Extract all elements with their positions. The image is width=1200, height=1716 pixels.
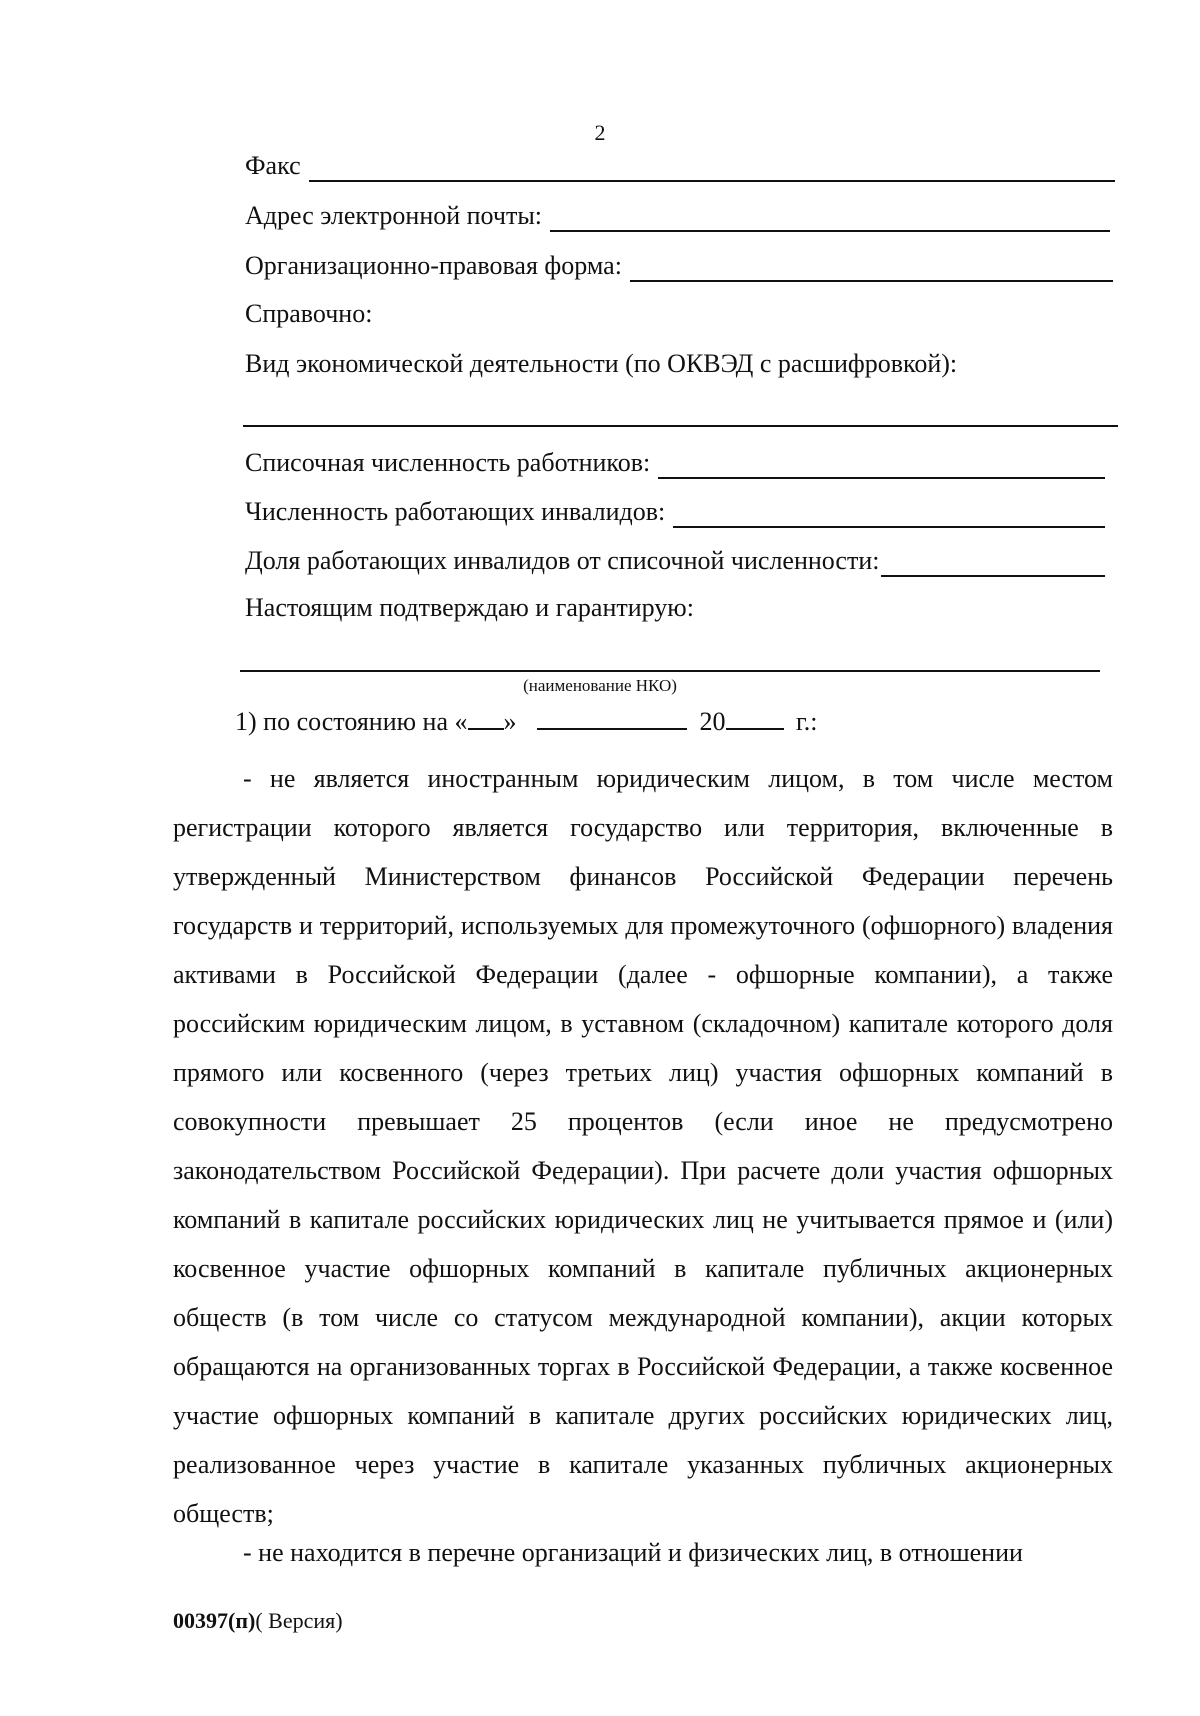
month-blank[interactable] [537,706,687,730]
date-prefix: 1) по состоянию на « [235,707,468,736]
disabled-count-field [245,494,1105,528]
date-line [235,706,817,738]
legal-form-label: Организационно-правовая форма: [245,251,622,280]
headcount-blank[interactable] [658,453,1105,479]
paragraph-offshore [173,754,1113,1538]
legal-form-field [245,248,1113,282]
year-prefix: 20 [699,707,726,736]
paragraph-list [173,1528,1113,1577]
page-number: 2 [594,120,606,145]
nko-caption: (наименование НКО) [523,676,677,695]
disabled-share-blank[interactable] [881,551,1105,577]
date-close-quote: » [503,707,517,736]
headcount-field [245,445,1105,479]
nko-name-blank[interactable] [240,670,1100,672]
document-code: 00397(п) [173,1608,256,1633]
paragraph-offshore-text: - не является иностранным юридическим лицом, в том числе местом регистрации которого является государство или территория, включенные в утвержденный Министерством финансов Российской Федерации перечень государств и территорий, используемых для промежуточного (офшорного) владения активами в Российской Федерации (далее - офшорные компании), а также российским юридическим лицом, в уставном (складочном) капитале которого доля прямого или косвенного (через третьих лиц) участия офшорных компаний в совокупности превышает 25 процентов (если иное не предусмотрено законодательством Российской Федерации). При расчете доли участия офшорных компаний в капитале российских юридических лиц не учитывается прямое и (или) косвенное участие офшорных компаний в капитале публичных акционерных обществ (в том числе со статусом международной компании), акции которых обращаются на организованных торгах в Российской Федерации, а также косвенное участие офшорных компаний в капитале других российских юридических лиц, реализованное через участие в капитале указанных публичных акционерных обществ; [173,764,1113,1528]
disabled-count-label: Численность работающих инвалидов: [245,497,666,526]
headcount-label: Списочная численность работников: [245,448,651,477]
okved-blank[interactable] [243,425,1118,427]
document-footer [173,1608,343,1634]
day-blank[interactable] [468,706,504,730]
disabled-share-field [245,543,1105,577]
reference-label: Справочно: [245,299,373,328]
legal-form-blank[interactable] [630,256,1113,282]
email-label: Адрес электронной почты: [245,201,543,230]
email-field [245,198,1110,232]
paragraph-list-text: - не находится в перечне организаций и физических лиц, в отношении [243,1538,1023,1567]
document-version: ( Версия) [255,1608,343,1633]
okved-label: Вид экономической деятельности (по ОКВЭД с расшифровкой): [245,349,958,378]
year-blank[interactable] [726,706,784,730]
fax-blank[interactable] [309,156,1115,182]
disabled-share-label: Доля работающих инвалидов от списочной численности: [245,546,880,575]
confirm-label: Настоящим подтверждаю и гарантирую: [245,593,694,622]
fax-field [245,148,1115,182]
disabled-count-blank[interactable] [673,502,1105,528]
email-blank[interactable] [550,206,1110,232]
fax-label: Факс [245,151,301,180]
date-suffix: г.: [796,707,818,736]
